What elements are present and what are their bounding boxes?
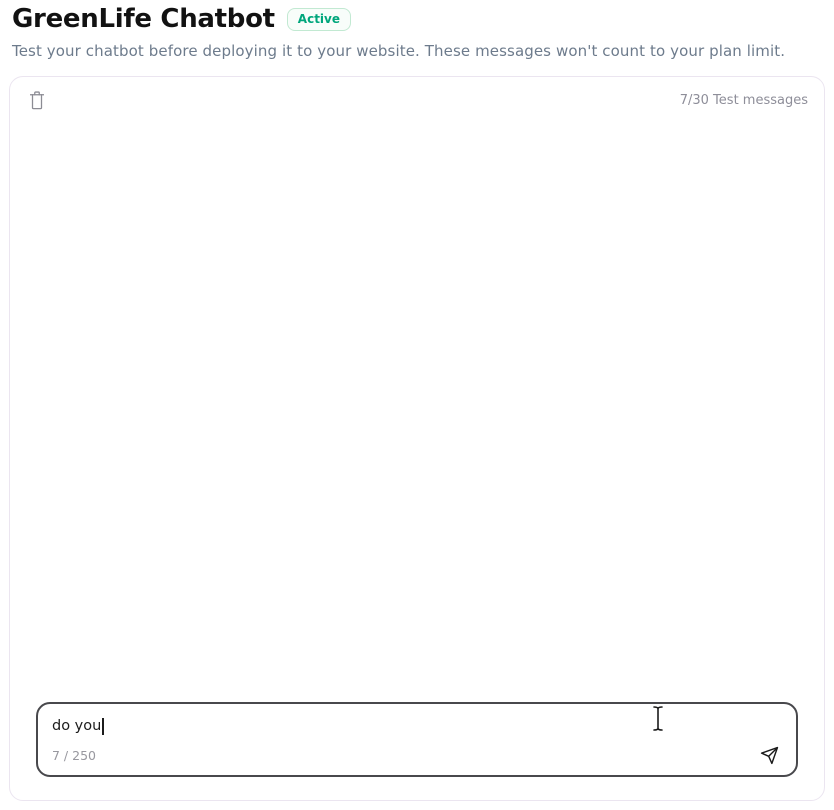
composer-bottom-row (52, 744, 780, 766)
page-title: GreenLife Chatbot (12, 4, 275, 34)
char-counter: 7 / 250 (52, 747, 96, 763)
title-row (12, 4, 822, 35)
message-input[interactable] (52, 717, 780, 735)
page-header (0, 0, 834, 60)
message-composer[interactable] (36, 702, 798, 777)
trash-icon (28, 90, 46, 110)
text-caret (102, 718, 104, 735)
chat-panel-header (10, 77, 824, 113)
send-button[interactable] (758, 744, 780, 766)
message-input-value: do you (52, 718, 102, 734)
chat-messages-area (10, 113, 824, 702)
send-icon (760, 746, 779, 765)
test-messages-counter: 7/30 Test messages (679, 92, 808, 108)
page-subtitle: Test your chatbot before deploying it to your website. These messages won't count to your plan limit. (12, 42, 786, 61)
chat-test-panel (9, 76, 825, 801)
clear-chat-button[interactable] (26, 88, 48, 112)
status-badge: Active (287, 8, 351, 30)
